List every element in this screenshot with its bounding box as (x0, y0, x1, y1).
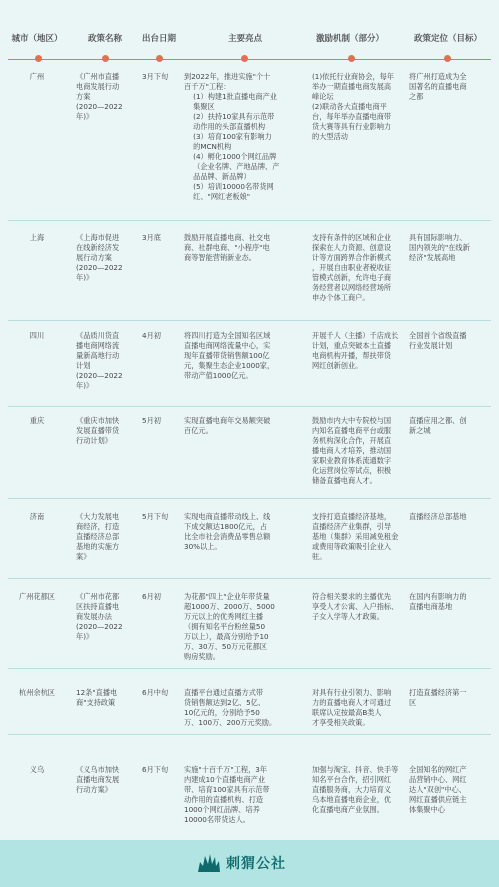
row-date: 6月初 (142, 592, 161, 601)
row-date: 6月下旬 (142, 765, 169, 774)
row-city: 济南 (29, 512, 45, 521)
row-highlights: 将四川打造为全国知名区域 直播电商网络流量中心，实 现年直播带货销售额100亿 元，集聚生态企业1000家， 带动产值1000亿元。 (184, 331, 275, 380)
row-date: 5月下旬 (142, 512, 169, 521)
row-policy: 《义乌市加快 直播电商发展 行动方案》 (76, 765, 120, 794)
brand-logo (196, 852, 286, 874)
row-policy: 《广州市花都 区扶持直播电 商发展办法 (2020—2022 年)》 (76, 592, 123, 641)
row-positioning: 全国首个省级直播 行业发展计划 (409, 331, 467, 350)
row-policy: 《大力发展电 商经济，打造 直播经济总部 基地的实施方 案》 (76, 512, 120, 561)
row-incentives: 支持打造直播经济基地， 直播经济产业集群，引导 基地（集群）采用减免租金 或费用等政策吸引企业入 驻。 (312, 512, 399, 561)
row-incentives: 符合相关要求的主播优先 享受人才公寓、入户指标、 子女入学等人才政策。 (312, 592, 399, 621)
row-positioning: 全国知名的网红产 品营销中心、网红 达人"双创"中心、 网红直播供应链主 体集聚中心 (409, 765, 467, 814)
row-date: 3月下旬 (142, 72, 169, 81)
row-policy: 《重庆市加快 发展直播带货 行动计划》 (76, 416, 120, 445)
row-highlights: 实现直播电商年交易额突破 百亿元。 (184, 416, 271, 435)
row-incentives: 开展千人（主播）千店成长 计划，重点突破本土直播 电商机构开播，帮扶带货 网红创新创业。 (312, 331, 399, 370)
row-highlights: 到2022年，推进实施"个十 百千万"工程： (1）构建1批直播电商产业 集聚区 (2）扶持10家具有示范带 动作用的头部直播机构 (3）培育100家有影响力 的MCN机构 (4）孵化1000个网红品牌 （企业名牌、产地品牌、产 品品牌、新品牌） (5）培训10000名带货网 红、"网红老板娘" (184, 72, 280, 201)
timeline-dot (444, 55, 451, 62)
row-highlights: 实现电商直播带动线上、线 下成交额达1800亿元，占 比全市社会消费品零售总额 30%以上。 (184, 512, 271, 551)
row-positioning: 打造直播经济第一 区 (409, 688, 467, 707)
row-positioning: 将广州打造成为全 国著名的直播电商 之都 (409, 72, 467, 101)
row-policy: 《广州市直播 电商发展行动 方案 (2020—2022 年)》 (76, 72, 123, 121)
row-incentives: 支持有条件的区域和企业 探索在人力资源、创意设 计等方面跨界合作新模式 ，开展自由职业者税收征 管模式创新，允许电子商 务经营者以网络经营场所 申办个体工商户。 (312, 233, 392, 302)
hedgehog-icon (196, 852, 222, 874)
brand-name: 刺猬公社 (226, 856, 286, 872)
header-positioning: 政策定位（目标） (413, 34, 482, 44)
timeline-dot (241, 55, 248, 62)
row-city: 重庆 (29, 416, 45, 425)
row-positioning: 具有国际影响力、 国内领先的"在线新 经济"发展高地 (409, 233, 470, 262)
row-policy: 《品质川货直 播电商网络流 量新高地行动 计划 (2020—2022 年)》 (76, 331, 123, 390)
row-positioning: 直播经济总部基地 (409, 512, 467, 521)
timeline-dot (348, 55, 355, 62)
row-incentives: 鼓励市内大中专院校与国 内知名直播电商平台或服 务机构深化合作，开展直 播电商人才培养，推动国 家职业教育体系流通数字 化运营岗位等试点，积极 储备直播电商人才。 (312, 416, 392, 485)
header-date: 出台日期 (141, 34, 176, 44)
timeline-dot (102, 55, 109, 62)
row-policy: 12条"直播电 商"支持政策 (76, 688, 118, 707)
row-highlights: 鼓励开展直播电商、社交电 商、社群电商、"小程序"电 商等智能营销新业态。 (184, 233, 271, 262)
row-city: 广州 (29, 72, 45, 81)
row-highlights: 实施"十百千万"工程，3年 内建成10个直播电商产业 带、培育100家具有示范带 动作用的直播机构、打造 1000个网红品牌、培养 10000名带货达人。 (184, 765, 270, 824)
row-date: 6月中旬 (142, 688, 169, 697)
header-policy: 政策名称 (87, 34, 122, 44)
row-date: 4月初 (142, 331, 161, 340)
row-city: 上海 (29, 233, 45, 242)
row-city: 义乌 (29, 765, 45, 774)
row-positioning: 直播应用之都、创 新之城 (409, 416, 467, 435)
row-incentives: 对具有行业引领力、影响 力的直播电商人才可通过 联席认定按最高B类人 才享受相关政策。 (312, 688, 392, 727)
timeline-dot (35, 55, 42, 62)
row-incentives: (1)依托行业商协会，每年 举办一期直播电商发展高 峰论坛 (2)联动各大直播电商平 台，每年举办直播电商带 货大赛等具有行业影响力 的大型活动 (312, 72, 395, 141)
row-city: 广州花都区 (19, 592, 55, 601)
header-highlights: 主要亮点 (227, 34, 262, 44)
timeline-line (8, 59, 491, 60)
row-highlights: 直播平台通过直播方式带 货销售额达到2亿、5亿、 10亿元的，分别给予50 万、100万、200万元奖励。 (184, 688, 277, 727)
row-positioning: 在国内有影响力的 直播电商基地 (409, 592, 467, 611)
row-city: 四川 (29, 331, 45, 340)
row-city: 杭州余杭区 (19, 688, 55, 697)
row-highlights: 为花都"四上"企业年带货量 超1000万、2000万、5000 万元以上的优秀网红主播 （拥有知名平台粉丝量50 万以上），最高分别给予10 万、30万、50万元花都区 购房奖励。 (184, 592, 275, 661)
row-incentives: 加强与淘宝、抖音、快手等 知名平台合作，招引网红 直播服务商，大力培育义 乌本地直播电商企业，优 化直播电商产业氛围。 (312, 765, 399, 814)
row-date: 3月底 (142, 233, 161, 242)
row-policy: 《上海市促进 在线新经济发 展行动方案 (2020—2022 年)》 (76, 233, 123, 282)
row-date: 5月初 (142, 416, 161, 425)
header-incentives: 激励机制（部分） (315, 34, 384, 44)
timeline-dot (156, 55, 163, 62)
header-city: 城市（地区） (11, 34, 63, 44)
